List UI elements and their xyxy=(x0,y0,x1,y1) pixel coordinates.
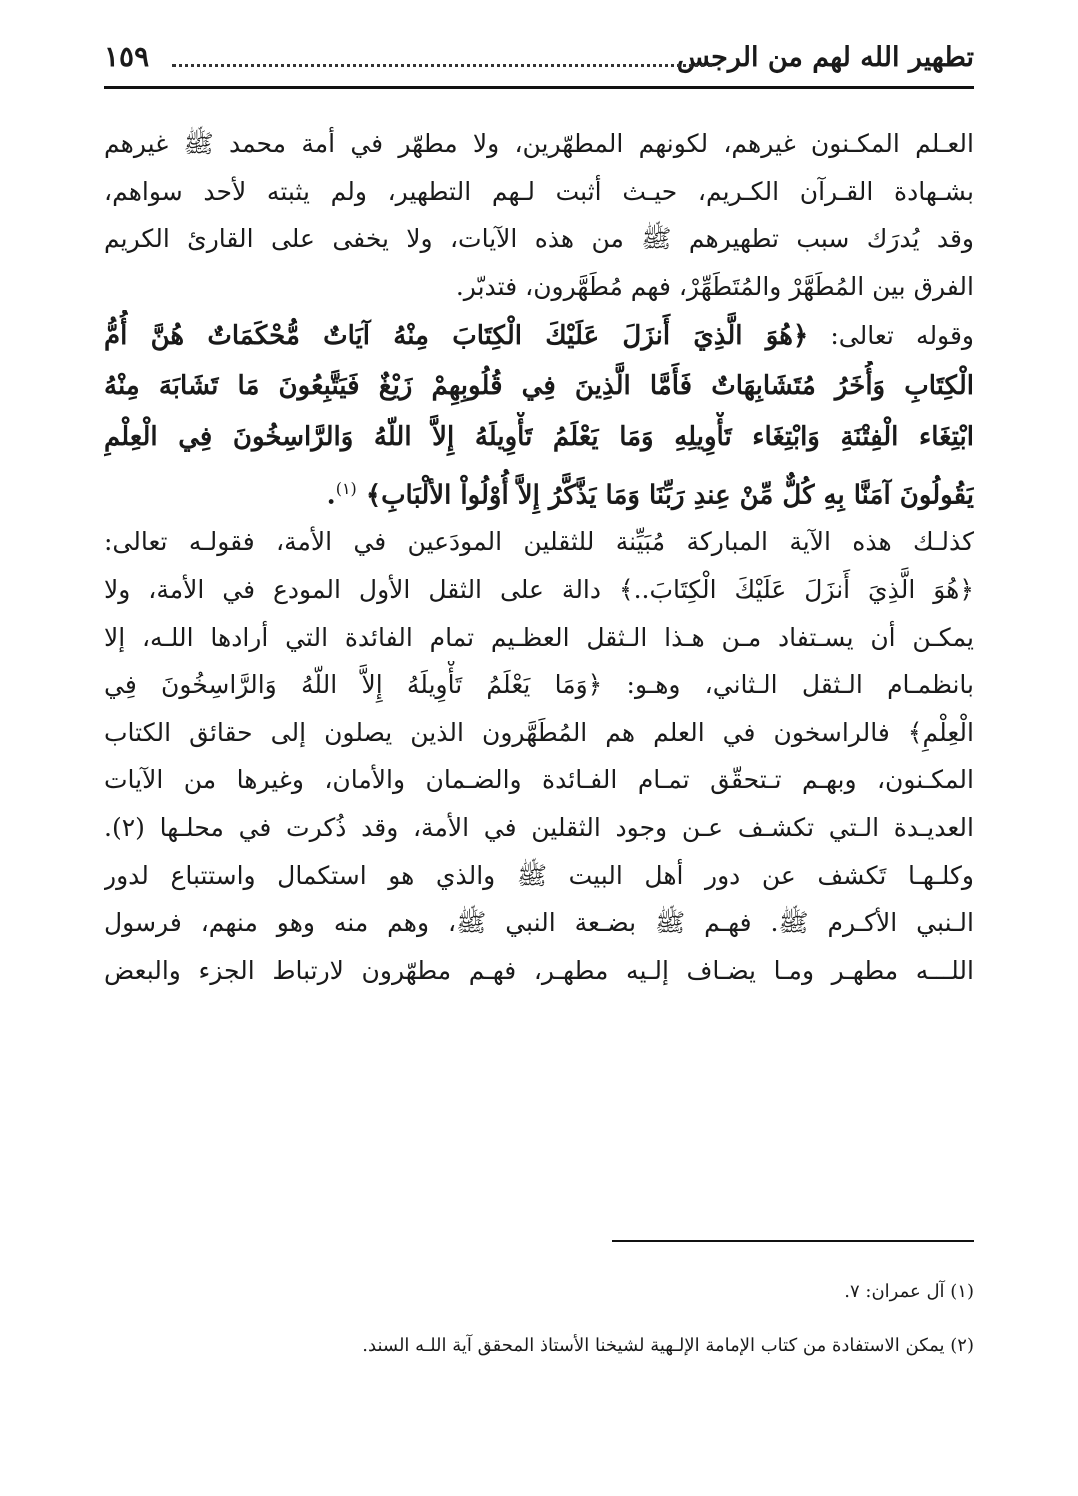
text-line: كذلـك هذه الآية المباركة مُبَيِّنة للثقلين المودَعين في الأمة، فقولـه تعالى: xyxy=(104,527,974,557)
text-line: العديـدة الـتي تكشـف عـن وجود الثقلين في الأمة، وقد ذُكرت في محلـها (٢). xyxy=(104,812,974,842)
verse-line-1 xyxy=(104,310,974,361)
text-line: العـلم المكـنون غيرهم، لكونهم المطهّرين، ولا مطهّر في أمة محمد ﷺ غيرهم xyxy=(104,129,974,158)
page-header xyxy=(104,34,974,89)
text-line: بشـهادة القـرآن الكـريم، حيـث أثبت لـهم التطهير، ولم يثبته لأحد سواهم، xyxy=(104,176,974,206)
text-line: يمكـن أن يسـتفاد مـن هـذا الـثقل العظـيم تمام الفائدة التي أرادها اللـه، إلا xyxy=(104,622,974,652)
text-line: بانظمـام الـثقل الـثاني، وهـو: ﴿وَمَا يَعْلَمُ تَأْوِيلَهُ إِلاَّ اللّهُ وَالرَّاسِخُونَ فِي xyxy=(104,670,974,700)
verse-paragraph xyxy=(104,310,974,514)
verse-intro: وقوله تعالى: xyxy=(808,321,974,351)
footnote-2: (٢) يمكن الاستفادة من كتاب الإمامة الإلـهية لشيخنا الأستاذ المحقق آية اللـه السند. xyxy=(362,1335,974,1356)
verse-text: ﴿هُوَ الَّذِيَ أَنزَلَ عَلَيْكَ الْكِتَابَ مِنْهُ آيَاتٌ مُّحْكَمَاتٌ هُنَّ أُمُّ xyxy=(104,321,809,352)
text-line: وكلـهـا تَكشف عن دور أهل البيت ﷺ والذي هو استكمال واستتباع لدور xyxy=(104,860,974,890)
text-line: اللـــه مطهـر ومـا يضـاف إلـيه مطهـر، فهـم مطهّرون لارتباط الجزء والبعض xyxy=(104,955,974,985)
footnote-ref[interactable]: (١) xyxy=(335,479,357,499)
page-number: ١٥٩ xyxy=(104,40,150,73)
text-line: وقد يُدرَك سبب تطهيرهم ﷺ من هذه الآيات، ولا يخفى على القارئ الكريم xyxy=(104,224,974,254)
text-line: الـنبي الأكـرم ﷺ. فهـم ﷺ بضـعة النبي ﷺ، وهم منه وهو منهم، فرسول xyxy=(104,908,974,938)
footnotes xyxy=(104,1280,974,1388)
text-line: الْعِلْمِ﴾ فالراسخون في العلم هم المُطَهَّرون الذين يصلون إلى حقائق الكتاب xyxy=(104,717,974,747)
footnote-1: (١) آل عمران: ٧. xyxy=(844,1281,974,1302)
paragraph-2 xyxy=(104,518,974,994)
verse-line-last: يَقُولُونَ آمَنَّا بِهِ كُلٌّ مِّنْ عِندِ رَبِّنَا وَمَا يَذَّكَّرُ إِلاَّ أُوْلُواْ الألْبَابِ﴾ $^{(١)}$. xyxy=(326,479,974,512)
dot-leader xyxy=(172,64,712,67)
running-title: تطهير الله لهم من الرجس xyxy=(676,42,974,73)
verse-line: ابْتِغَاء الْفِتْنَةِ وَابْتِغَاء تَأْوِيلِهِ وَمَا يَعْلَمُ تَأْوِيلَهُ إِلاَّ اللّهُ وَالرَّاسِخُونَ فِي الْعِلْمِ xyxy=(104,422,974,453)
verse-text: يَقُولُونَ آمَنَّا بِهِ كُلٌّ مِّنْ عِندِ رَبِّنَا وَمَا يَذَّكَّرُ إِلاَّ أُوْلُواْ الألْبَابِ﴾ xyxy=(365,481,974,512)
text-line: الفرق بين المُطَهَّرْ والمُتَطَهِّرْ، فهم مُطَهَّرون، فتدبّر. xyxy=(455,271,974,301)
footnote-divider xyxy=(612,1240,974,1242)
text-line: المكـنون، وبهـم تـتحقّق تمـام الفـائدة والضـمان والأمان، وغيرها من الآيات xyxy=(104,765,974,795)
verse-line: الْكِتَابِ وَأُخَرُ مُتَشَابِهَاتٌ فَأَمَّا الَّذِينَ فِي قُلُوبِهِمْ زَيْغٌ فَيَتَّبِعُونَ مَا تَشَابَهَ مِنْهُ xyxy=(104,371,974,402)
body-text xyxy=(104,120,974,994)
paragraph-1 xyxy=(104,120,974,310)
text-line: ﴿هُوَ الَّذِيَ أَنزَلَ عَلَيْكَ الْكِتَابَ..﴾ دالة على الثقل الأول المودع في الأمة، ولا xyxy=(104,574,974,604)
